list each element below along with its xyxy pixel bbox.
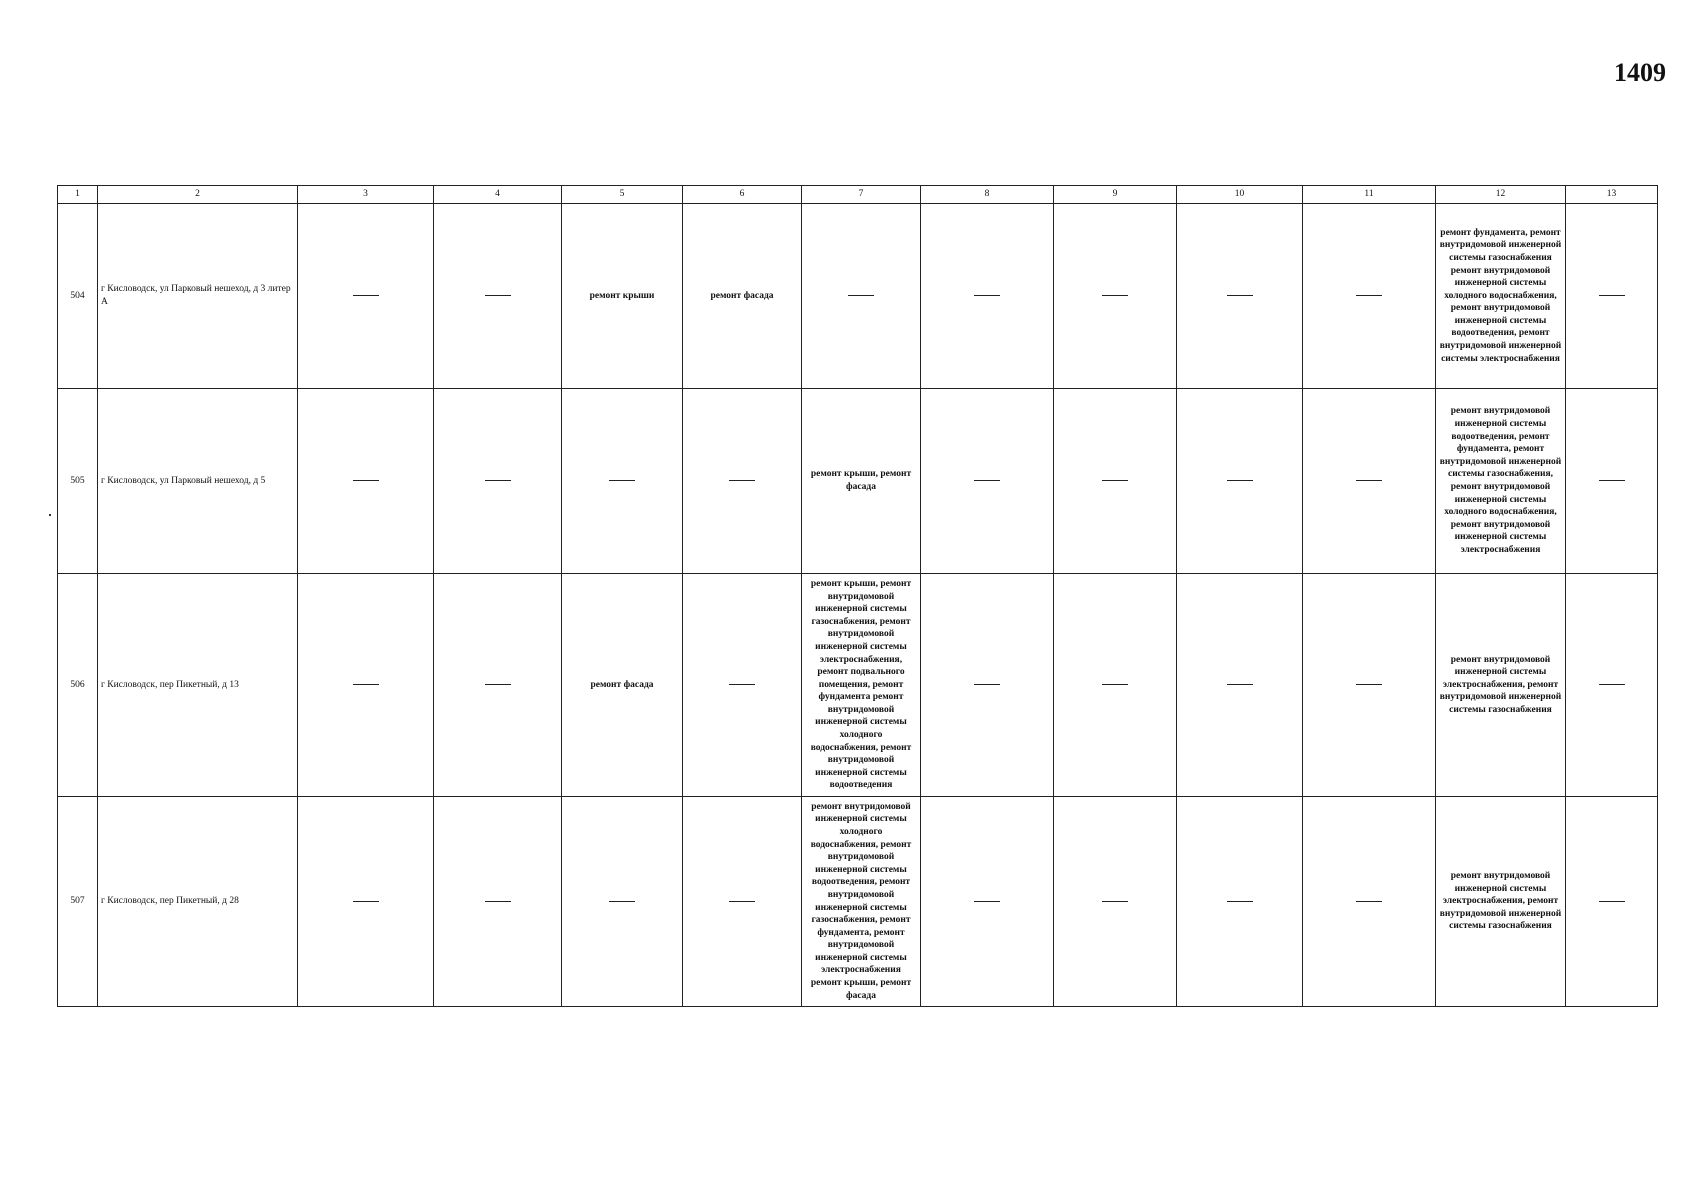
address-cell [98,389,298,574]
col-12-cell [1436,389,1566,574]
col-12-cell [1436,574,1566,797]
col-9-cell [1054,204,1177,389]
col-6-cell [683,389,802,574]
empty-dash [974,295,1000,296]
empty-dash [1356,480,1382,481]
cell-text: ремонт внутридомовой инженерной системы электроснабжения, ремонт внутридомовой инженерной системы газоснабжения [1439,654,1562,715]
empty-dash [353,684,379,685]
empty-dash [729,480,755,481]
col-10-cell [1177,389,1303,574]
empty-dash [1102,295,1128,296]
col-7-cell [802,574,921,797]
cell-text: 4 [495,189,500,200]
empty-dash [353,901,379,902]
col-11-cell [1303,797,1436,1007]
col-10-cell [1177,204,1303,389]
col-8-cell [921,389,1054,574]
col-3-cell [298,574,434,797]
column-number-11 [1303,186,1436,204]
col-6-cell [683,797,802,1007]
col-7-cell [802,204,921,389]
cell-text: ремонт фундамента, ремонт внутридомовой инженерной системы газоснабжения ремонт внутридомовой инженерной системы холодного водоснабжения, ремонт внутридомовой инженерной системы водоотведения, ремонт внутридомовой инженерной системы электроснабжения [1439,227,1562,364]
empty-dash [1356,295,1382,296]
column-number-4 [434,186,562,204]
col-3-cell [298,204,434,389]
col-6-cell [683,204,802,389]
table-row [58,389,1658,574]
col-4-cell [434,204,562,389]
empty-dash [485,901,511,902]
empty-dash [1356,901,1382,902]
empty-dash [729,901,755,902]
col-3-cell [298,389,434,574]
cell-text: ремонт внутридомовой инженерной системы водоотведения, ремонт фундамента, ремонт внутридомовой инженерной системы газоснабжения, ремонт внутридомовой инженерной системы холодного водоснабжения, ремонт внутридомовой инженерной системы электроснабжения [1439,406,1562,555]
empty-dash [1102,684,1128,685]
table-row [58,204,1658,389]
empty-dash [1227,480,1253,481]
empty-dash [609,901,635,902]
col-8-cell [921,574,1054,797]
page-number: 1409 [1614,58,1666,87]
row-number [58,797,98,1007]
empty-dash [1599,684,1625,685]
col-12-cell [1436,204,1566,389]
cell-text: 6 [739,189,745,200]
empty-dash [848,295,874,296]
cell-text: 7 [858,189,864,200]
cell-text: 10 [1234,189,1245,200]
cell-text: ремонт внутридомовой инженерной системы электроснабжения, ремонт внутридомовой инженерной системы газоснабжения [1439,871,1562,932]
col-3-cell [298,797,434,1007]
cell-text: 504 [70,290,85,301]
col-6-cell [683,574,802,797]
col-11-cell [1303,204,1436,389]
cell-text: г Кисловодск, пер Пикетный, д 28 [101,896,239,907]
cell-text: 13 [1606,189,1617,200]
empty-dash [1356,684,1382,685]
empty-dash [1227,901,1253,902]
row-number [58,574,98,797]
empty-dash [729,684,755,685]
col-11-cell [1303,389,1436,574]
empty-dash [353,295,379,296]
col-13-cell [1566,797,1658,1007]
address-cell [98,204,298,389]
col-5-cell [562,389,683,574]
empty-dash [485,684,511,685]
col-12-cell [1436,797,1566,1007]
empty-dash [1227,684,1253,685]
row-number [58,389,98,574]
repair-schedule-table [57,185,1658,1007]
empty-dash [1599,901,1625,902]
cell-text: ремонт фасада [590,679,654,690]
column-number-9 [1054,186,1177,204]
column-number-row [58,186,1658,204]
cell-text: 3 [363,189,368,200]
column-number-12 [1436,186,1566,204]
row-number [58,204,98,389]
cell-text: г Кисловодск, ул Парковый нешеход, д 3 литер А [101,284,291,307]
cell-text: 1 [75,189,80,200]
col-4-cell [434,574,562,797]
col-9-cell [1054,389,1177,574]
cell-text: 505 [70,475,85,486]
empty-dash [1227,295,1253,296]
empty-dash [485,480,511,481]
cell-text: 2 [195,189,200,200]
col-13-cell [1566,389,1658,574]
cell-text: ремонт фасада [710,290,774,301]
col-8-cell [921,204,1054,389]
col-4-cell [434,797,562,1007]
col-10-cell [1177,797,1303,1007]
cell-text: ремонт крыши, ремонт фасада [810,469,912,492]
column-number-5 [562,186,683,204]
col-13-cell [1566,574,1658,797]
col-5-cell [562,797,683,1007]
column-number-13 [1566,186,1658,204]
cell-text: 11 [1364,189,1374,200]
column-number-7 [802,186,921,204]
empty-dash [1102,901,1128,902]
cell-text: ремонт внутридомовой инженерной системы холодного водоснабжения, ремонт внутридомовой инженерной системы водоотведения, ремонт внутридомовой инженерной системы газоснабжения, ремонт фундамента, ремонт внутридомовой инженерной системы электроснабжения ремонт крыши, ремонт фасада [810,801,912,1001]
column-number-6 [683,186,802,204]
cell-text: 507 [70,896,85,907]
cell-text: г Кисловодск, ул Парковый нешеход, д 5 [101,475,266,486]
address-cell [98,574,298,797]
col-9-cell [1054,574,1177,797]
cell-text: 506 [70,679,85,690]
col-5-cell [562,574,683,797]
empty-dash [609,480,635,481]
table-row [58,797,1658,1007]
col-4-cell [434,389,562,574]
col-13-cell [1566,204,1658,389]
column-number-10 [1177,186,1303,204]
col-11-cell [1303,574,1436,797]
empty-dash [1599,295,1625,296]
scan-artifact-dot [49,514,51,516]
column-number-2 [98,186,298,204]
empty-dash [974,901,1000,902]
cell-text: ремонт крыши, ремонт внутридомовой инженерной системы газоснабжения, ремонт внутридомовой инженерной системы электроснабжения, ремонт подвального помещения, ремонт фундамента ремонт внутридомовой инженерной системы холодного водоснабжения, ремонт внутридомовой инженерной системы водоотведения [810,578,912,791]
cell-text: 8 [984,189,990,200]
column-number-1 [58,186,98,204]
cell-text: 12 [1495,189,1506,200]
column-number-3 [298,186,434,204]
col-10-cell [1177,574,1303,797]
col-8-cell [921,797,1054,1007]
col-5-cell [562,204,683,389]
empty-dash [974,480,1000,481]
cell-text: г Кисловодск, пер Пикетный, д 13 [101,679,239,690]
empty-dash [485,295,511,296]
address-cell [98,797,298,1007]
empty-dash [974,684,1000,685]
cell-text: 9 [1112,189,1118,200]
empty-dash [1102,480,1128,481]
cell-text: ремонт крыши [589,290,655,301]
table-row [58,574,1658,797]
col-9-cell [1054,797,1177,1007]
column-number-8 [921,186,1054,204]
empty-dash [1599,480,1625,481]
cell-text: 5 [619,189,625,200]
col-7-cell [802,389,921,574]
col-7-cell [802,797,921,1007]
empty-dash [353,480,379,481]
